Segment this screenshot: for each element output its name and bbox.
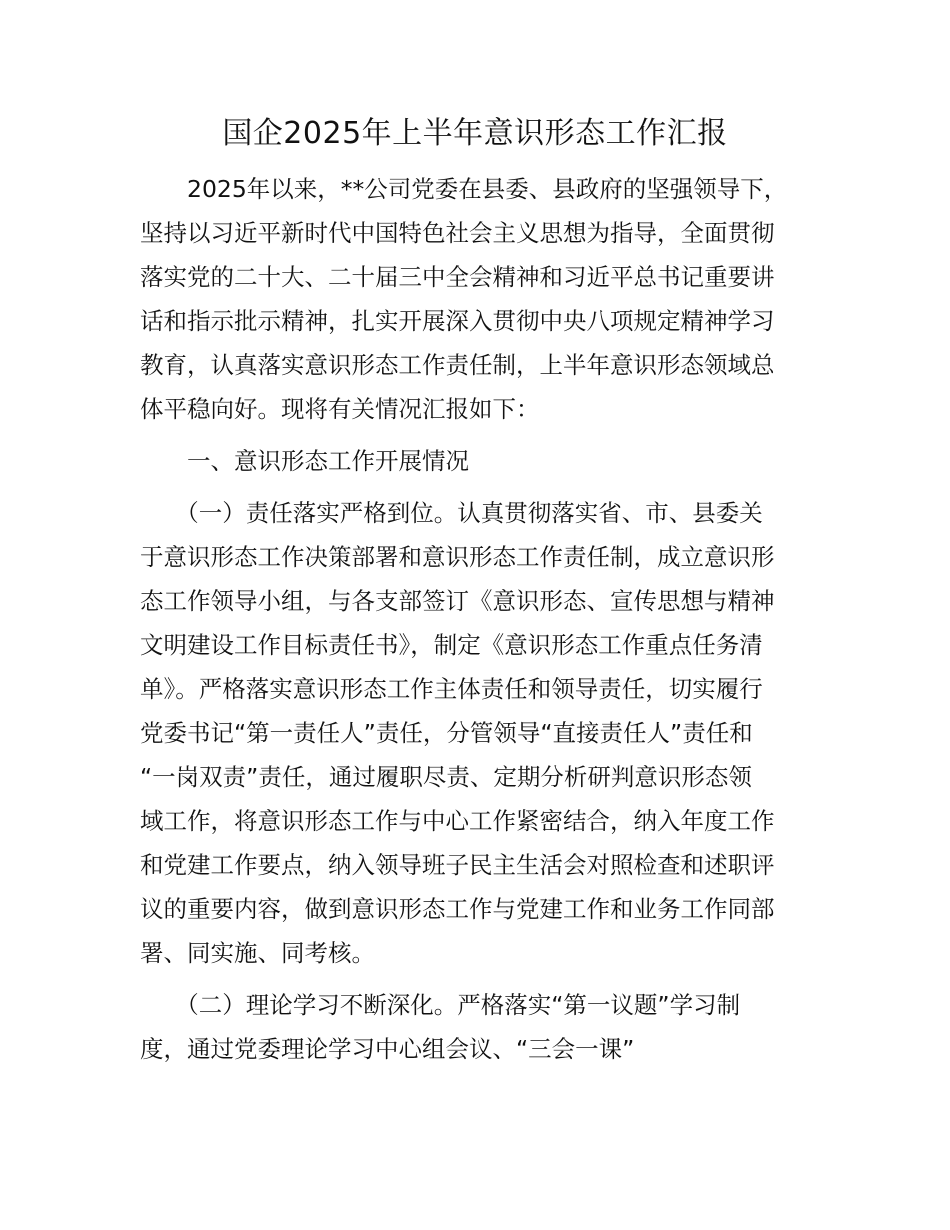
paragraph-line: 和党建工作要点，纳入领导班子民主生活会对照检查和述职评 (140, 851, 775, 879)
paragraph-line: 于意识形态工作决策部署和意识形态工作责任制，成立意识形 (140, 543, 775, 571)
document-title: 国企2025年上半年意识形态工作汇报 (222, 116, 728, 151)
paragraph-line: （一）责任落实严格到位。认真贯彻落实省、市、县委关 (140, 499, 763, 527)
paragraph-line: 域工作，将意识形态工作与中心工作紧密结合，纳入年度工作 (140, 807, 775, 835)
paragraph-line: 文明建设工作目标责任书》，制定《意识形态工作重点任务清 (140, 631, 763, 659)
paragraph-line: 2025年以来，**公司党委在县委、县政府的坚强领导下， (140, 175, 788, 203)
paragraph-line: 话和指示批示精神，扎实开展深入贯彻中央八项规定精神学习 (140, 307, 775, 335)
section-heading: 一、意识形态工作开展情况 (140, 447, 469, 475)
paragraph-line: 议的重要内容，做到意识形态工作与党建工作和业务工作同部 (140, 895, 775, 923)
paragraph-line: 落实党的二十大、二十届三中全会精神和习近平总书记重要讲 (140, 263, 775, 291)
paragraph-line: 单》。严格落实意识形态工作主体责任和领导责任，切实履行 (140, 675, 763, 703)
paragraph-line: 教育，认真落实意识形态工作责任制，上半年意识形态领域总 (140, 351, 775, 379)
paragraph-line: 坚持以习近平新时代中国特色社会主义思想为指导，全面贯彻 (140, 219, 775, 247)
paragraph-line: 党委书记“第一责任人”责任，分管领导“直接责任人”责任和 (140, 719, 753, 747)
paragraph-line: 体平稳向好。现将有关情况汇报如下： (140, 395, 540, 423)
paragraph-line: 态工作领导小组，与各支部签订《意识形态、宣传思想与精神 (140, 587, 775, 615)
paragraph-line: 度，通过党委理论学习中心组会议、“三会一课” (140, 1035, 635, 1063)
paragraph-line: （二）理论学习不断深化。严格落实“第一议题”学习制 (140, 991, 741, 1019)
paragraph-line: “一岗双责”责任，通过履职尽责、定期分析研判意识形态领 (140, 763, 752, 791)
paragraph-line: 署、同实施、同考核。 (140, 939, 375, 967)
